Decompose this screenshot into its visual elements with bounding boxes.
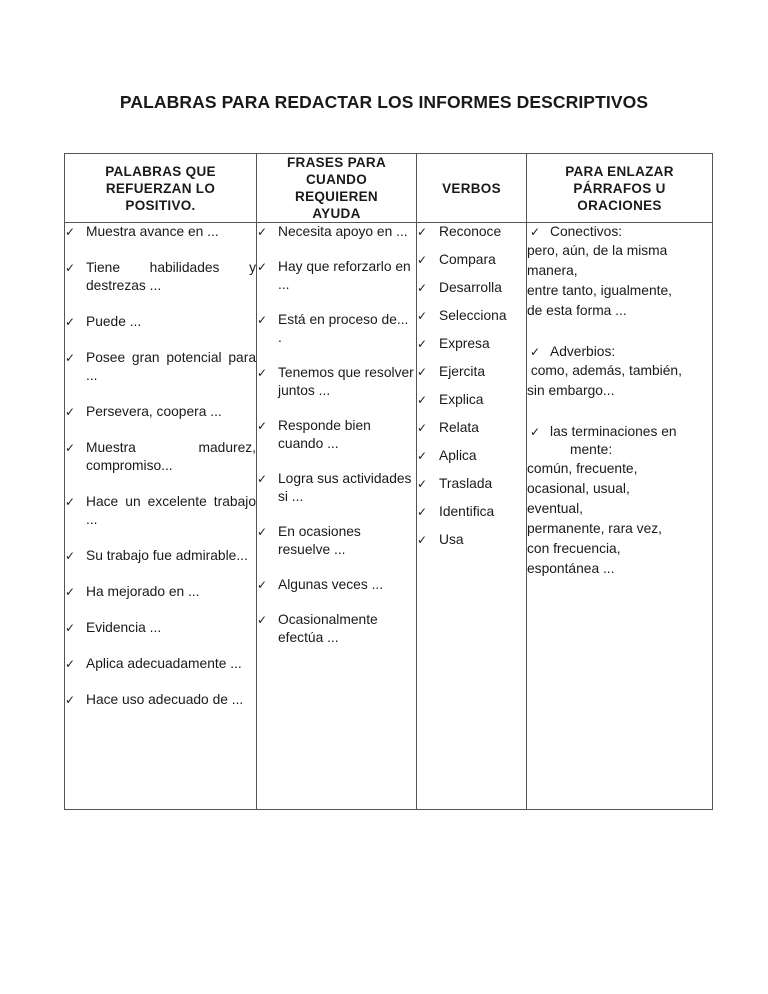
text-line: espontánea ... bbox=[527, 561, 615, 576]
list-item-text: Posee gran potencial para ... bbox=[86, 350, 256, 383]
column-positive-words bbox=[65, 223, 257, 810]
list-item bbox=[257, 311, 416, 347]
list-item bbox=[65, 403, 256, 421]
list-item bbox=[417, 531, 526, 549]
checkmark-icon: ✓ bbox=[530, 345, 541, 359]
checkmark-icon: ✓ bbox=[417, 309, 428, 323]
list-item bbox=[417, 307, 526, 325]
text-line: eventual, bbox=[527, 501, 583, 516]
text-line: común, frecuente, bbox=[527, 461, 638, 476]
checkmark-icon: ✓ bbox=[65, 657, 76, 671]
list-item bbox=[257, 611, 416, 647]
list-item bbox=[257, 417, 416, 453]
list-item-text: Muestra avance en ... bbox=[86, 224, 219, 239]
terminaciones-block bbox=[527, 423, 712, 579]
text-line: permanente, rara vez, bbox=[527, 521, 662, 536]
checkmark-icon: ✓ bbox=[257, 260, 268, 274]
checkmark-icon: ✓ bbox=[65, 693, 76, 707]
list-item-text: Hace uso adecuado de ... bbox=[86, 692, 244, 707]
list-item-text: En ocasiones resuelve ... bbox=[278, 524, 361, 557]
checkmark-icon: ✓ bbox=[417, 393, 428, 407]
list-item-text: Ha mejorado en ... bbox=[86, 584, 200, 599]
conectivos-lines bbox=[527, 241, 712, 321]
list-item bbox=[257, 576, 416, 594]
list-item-text: Explica bbox=[439, 392, 484, 407]
list-item bbox=[257, 223, 416, 241]
terminaciones-label-2: mente: bbox=[570, 442, 613, 457]
terminaciones-lines bbox=[527, 459, 712, 579]
list-item-text: Hace un excelente trabajo ... bbox=[86, 494, 256, 527]
checkmark-icon: ✓ bbox=[417, 225, 428, 239]
checkmark-icon: ✓ bbox=[530, 425, 541, 439]
terminaciones-heading bbox=[527, 423, 712, 459]
checkmark-icon: ✓ bbox=[257, 313, 268, 327]
list-item bbox=[417, 279, 526, 297]
text-line: con frecuencia, bbox=[527, 541, 621, 556]
list-item bbox=[65, 655, 256, 673]
adverbios-lines bbox=[527, 361, 712, 401]
checkmark-icon: ✓ bbox=[257, 225, 268, 239]
table-body-row bbox=[65, 223, 713, 810]
list-item bbox=[417, 335, 526, 353]
checkmark-icon: ✓ bbox=[417, 449, 428, 463]
list-item-text: Ocasionalmente efectúa ... bbox=[278, 612, 378, 645]
checkmark-icon: ✓ bbox=[65, 315, 76, 329]
checkmark-icon: ✓ bbox=[65, 585, 76, 599]
checkmark-icon: ✓ bbox=[65, 261, 76, 275]
checkmark-icon: ✓ bbox=[417, 365, 428, 379]
header-verbs: VERBOS bbox=[417, 154, 527, 223]
header-linking-words: PARA ENLAZAR PÁRRAFOS U ORACIONES bbox=[527, 154, 713, 223]
list-item-text: Ejercita bbox=[439, 364, 486, 379]
list-item bbox=[257, 523, 416, 559]
list-item-text: Necesita apoyo en ... bbox=[278, 224, 408, 239]
list-item bbox=[65, 313, 256, 331]
text-line: de esta forma ... bbox=[527, 303, 627, 318]
list-item-text: Persevera, coopera ... bbox=[86, 404, 222, 419]
terminaciones-label: las terminaciones en bbox=[550, 424, 677, 439]
text-line: pero, aún, de la misma bbox=[527, 243, 668, 258]
checkmark-icon: ✓ bbox=[65, 225, 76, 239]
checkmark-icon: ✓ bbox=[65, 549, 76, 563]
list-item-text: Reconoce bbox=[439, 224, 502, 239]
list-item-text: Aplica adecuadamente ... bbox=[86, 656, 242, 671]
list-item bbox=[65, 223, 256, 241]
list-item bbox=[417, 447, 526, 465]
adverbios-block bbox=[527, 343, 712, 401]
verbs-list bbox=[417, 223, 526, 549]
list-item-text: Puede ... bbox=[86, 314, 142, 329]
list-item-text: Compara bbox=[439, 252, 496, 267]
list-item bbox=[257, 258, 416, 294]
list-item-text: Identifica bbox=[439, 504, 495, 519]
table-header-row bbox=[65, 154, 713, 223]
list-item bbox=[65, 259, 256, 295]
checkmark-icon: ✓ bbox=[257, 578, 268, 592]
list-item-text: Traslada bbox=[439, 476, 493, 491]
text-line: entre tanto, igualmente, bbox=[527, 283, 672, 298]
list-item-text: Desarrolla bbox=[439, 280, 502, 295]
list-item bbox=[65, 439, 256, 475]
list-item bbox=[417, 419, 526, 437]
list-item bbox=[65, 547, 256, 565]
list-item bbox=[65, 691, 256, 709]
list-item bbox=[417, 475, 526, 493]
checkmark-icon: ✓ bbox=[65, 495, 76, 509]
list-item bbox=[417, 251, 526, 269]
adverbios-label: Adverbios: bbox=[550, 344, 616, 359]
list-item bbox=[65, 349, 256, 385]
checkmark-icon: ✓ bbox=[65, 351, 76, 365]
list-item-text: Responde bien cuando ... bbox=[278, 418, 371, 451]
list-item bbox=[65, 493, 256, 529]
column-help-phrases bbox=[257, 223, 417, 810]
checkmark-icon: ✓ bbox=[65, 621, 76, 635]
checkmark-icon: ✓ bbox=[257, 525, 268, 539]
checkmark-icon: ✓ bbox=[257, 366, 268, 380]
text-line: sin embargo... bbox=[527, 383, 615, 398]
list-item bbox=[65, 583, 256, 601]
checkmark-icon: ✓ bbox=[417, 533, 428, 547]
conectivos-heading bbox=[527, 223, 712, 241]
text-line: como, además, también, bbox=[527, 363, 682, 378]
checkmark-icon: ✓ bbox=[417, 281, 428, 295]
list-item-text: Su trabajo fue admirable... bbox=[86, 548, 248, 563]
list-item bbox=[257, 470, 416, 506]
list-item-text: Evidencia ... bbox=[86, 620, 162, 635]
list-item-text: Aplica bbox=[439, 448, 477, 463]
list-item-text: Está en proceso de... . bbox=[278, 312, 409, 345]
list-item-text: Muestra madurez, compromiso... bbox=[86, 440, 256, 473]
list-item-text: Selecciona bbox=[439, 308, 507, 323]
checkmark-icon: ✓ bbox=[65, 405, 76, 419]
conectivos-block bbox=[527, 223, 712, 321]
list-item-text: Relata bbox=[439, 420, 479, 435]
header-help-phrases: FRASES PARA CUANDO REQUIEREN AYUDA bbox=[257, 154, 417, 223]
list-item-text: Hay que reforzarlo en ... bbox=[278, 259, 411, 292]
checkmark-icon: ✓ bbox=[417, 477, 428, 491]
text-line: manera, bbox=[527, 263, 578, 278]
checkmark-icon: ✓ bbox=[530, 225, 541, 239]
checkmark-icon: ✓ bbox=[257, 613, 268, 627]
conectivos-label: Conectivos: bbox=[550, 224, 623, 239]
list-item bbox=[257, 364, 416, 400]
checkmark-icon: ✓ bbox=[257, 419, 268, 433]
list-item bbox=[417, 391, 526, 409]
column-linking-words bbox=[527, 223, 713, 810]
adverbios-heading bbox=[527, 343, 712, 361]
list-item-text: Logra sus actividades si ... bbox=[278, 471, 412, 504]
document-title: PALABRAS PARA REDACTAR LOS INFORMES DESCRIPTIVOS bbox=[119, 92, 649, 112]
list-item-text: Expresa bbox=[439, 336, 490, 351]
list-item bbox=[417, 363, 526, 381]
list-item bbox=[65, 619, 256, 637]
help-phrases-list bbox=[257, 223, 416, 647]
checkmark-icon: ✓ bbox=[257, 472, 268, 486]
words-table bbox=[64, 153, 713, 810]
positive-words-list bbox=[65, 223, 256, 709]
list-item bbox=[417, 223, 526, 241]
column-verbs bbox=[417, 223, 527, 810]
checkmark-icon: ✓ bbox=[417, 505, 428, 519]
checkmark-icon: ✓ bbox=[417, 337, 428, 351]
list-item-text: Tenemos que resolver juntos ... bbox=[278, 365, 414, 398]
list-item bbox=[417, 503, 526, 521]
checkmark-icon: ✓ bbox=[417, 253, 428, 267]
checkmark-icon: ✓ bbox=[65, 441, 76, 455]
list-item-text: Usa bbox=[439, 532, 464, 547]
list-item-text: Tiene habilidades y destrezas ... bbox=[86, 260, 256, 293]
text-line: ocasional, usual, bbox=[527, 481, 630, 496]
header-positive-words: PALABRAS QUE REFUERZAN LO POSITIVO. bbox=[65, 154, 257, 223]
checkmark-icon: ✓ bbox=[417, 421, 428, 435]
list-item-text: Algunas veces ... bbox=[278, 577, 384, 592]
